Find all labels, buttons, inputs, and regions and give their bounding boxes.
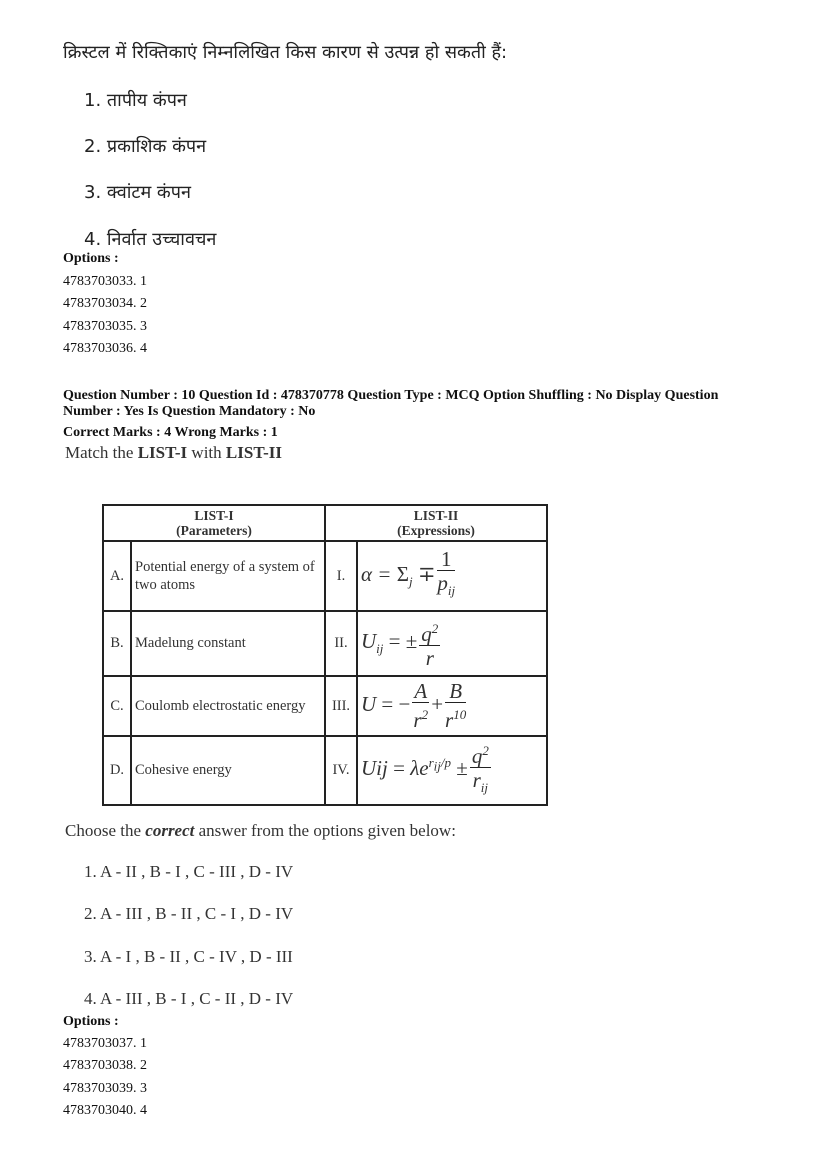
row-roman: I.: [325, 541, 357, 611]
table-row: [103, 611, 547, 676]
list-1-title: LIST-I: [194, 508, 234, 523]
expression-iii: U = − $\frac{A}{r^2}$ + $\frac{B}{r^{10}}$: [357, 676, 547, 736]
list-2-title: LIST-II: [413, 508, 459, 523]
q10-meta-line-1: Question Number : 10 Question Id : 478370778 Question Type : MCQ Option Shuffling : No Display Question: [63, 388, 719, 403]
table-row: [103, 736, 547, 805]
row-parameter: Madelung constant: [131, 611, 325, 676]
q10-marks: Correct Marks : 4 Wrong Marks : 1: [63, 425, 278, 440]
q10-choice-2: 2. A - III , B - II , C - I , D - IV: [84, 904, 294, 923]
q10-prompt: Match the LIST-I with LIST-II: [65, 443, 282, 462]
table-row: [103, 676, 547, 736]
q10-meta-line-2: Number : Yes Is Question Mandatory : No: [63, 404, 316, 419]
expression-i: $\alpha = \Sigma_j$ ∓ $\frac{1}{p_{ij}}$: [357, 541, 547, 611]
q10-choice-3: 3. A - I , B - II , C - IV , D - III: [84, 947, 293, 966]
list-2-header: [325, 505, 547, 541]
row-parameter: Cohesive energy: [131, 736, 325, 805]
question-9-text: क्रिस्टल में रिक्तिकाएं निम्नलिखित किस कारण से उत्पन्न हो सकती हैं:: [63, 42, 508, 63]
q9-item-2: 2. प्रकाशिक कंपन: [84, 136, 207, 157]
row-roman: II.: [325, 611, 357, 676]
list-2-subtitle: (Expressions): [397, 523, 475, 538]
list-1-subtitle: (Parameters): [176, 523, 252, 538]
q9-option-1: 4783703033. 1: [63, 274, 147, 289]
q10-option-1: 4783703037. 1: [63, 1036, 147, 1051]
row-roman: III.: [325, 676, 357, 736]
row-letter: D.: [103, 736, 131, 805]
row-parameter: Coulomb electrostatic energy: [131, 676, 325, 736]
q10-option-4: 4783703040. 4: [63, 1103, 147, 1118]
q9-item-1: 1. तापीय कंपन: [84, 90, 187, 111]
q10-choice-1: 1. A - II , B - I , C - III , D - IV: [84, 862, 294, 881]
expression-iv: Uij = $\lambda e^{r_{ij}/p}$ ± $\frac{q^2}{r_{ij}}$: [357, 736, 547, 805]
row-roman: IV.: [325, 736, 357, 805]
match-table: [102, 504, 548, 806]
row-letter: B.: [103, 611, 131, 676]
table-row: [103, 541, 547, 611]
q10-option-2: 4783703038. 2: [63, 1058, 147, 1073]
q9-item-3: 3. क्वांटम कंपन: [84, 182, 191, 203]
list-1-header: [103, 505, 325, 541]
choose-instruction: Choose the correct answer from the options given below:: [65, 821, 456, 840]
table-header-row: [103, 505, 547, 541]
q9-option-4: 4783703036. 4: [63, 341, 147, 356]
q9-option-3: 4783703035. 3: [63, 319, 147, 334]
q10-option-3: 4783703039. 3: [63, 1081, 147, 1096]
row-parameter: Potential energy of a system of two atoms: [131, 541, 325, 611]
row-letter: A.: [103, 541, 131, 611]
q10-choice-4: 4. A - III , B - I , C - II , D - IV: [84, 989, 294, 1008]
q9-options-label: Options :: [63, 251, 119, 266]
q9-option-2: 4783703034. 2: [63, 296, 147, 311]
row-letter: C.: [103, 676, 131, 736]
expression-ii: $U_{ij}$ = ± $\frac{q^2}{r}$: [357, 611, 547, 676]
q9-item-4: 4. निर्वात उच्चावचन: [84, 229, 217, 250]
q10-options-label: Options :: [63, 1014, 119, 1029]
